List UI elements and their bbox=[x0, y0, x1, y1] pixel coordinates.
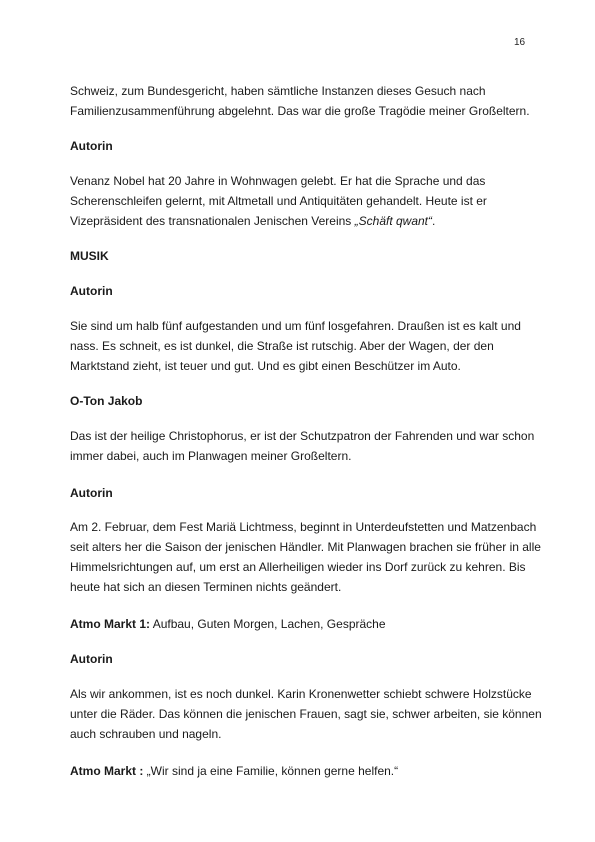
atmo-label: Atmo Markt : bbox=[70, 764, 144, 778]
page-number: 16 bbox=[514, 37, 526, 48]
association-name: „Schäft qwant“ bbox=[354, 214, 433, 228]
speaker-heading: Autorin bbox=[70, 284, 113, 298]
text-line: Schweiz, zum Bundesgericht, haben sämtliche Instanzen dieses Gesuch nach bbox=[70, 84, 486, 98]
text-line: Vizepräsident des transnationalen Jenischen Vereins „Schäft qwant“. bbox=[70, 214, 436, 228]
text-line: seit alters her die Saison der jenischen Händler. Mit Planwagen brachen sie früher in alle bbox=[70, 540, 541, 554]
paragraph-arrival bbox=[70, 684, 550, 744]
atmo-label: Atmo Markt 1: bbox=[70, 617, 151, 631]
atmo-line: Atmo Markt : „Wir sind ja eine Familie, können gerne helfen.“ bbox=[70, 764, 399, 778]
text-line: immer dabei, auch im Planwagen meiner Großeltern. bbox=[70, 449, 352, 463]
text-line: Als wir ankommen, ist es noch dunkel. Karin Kronenwetter schiebt schwere Holzstücke bbox=[70, 687, 532, 701]
atmo-line: Atmo Markt 1: Aufbau, Guten Morgen, Lachen, Gespräche bbox=[70, 617, 386, 631]
speaker-heading: Autorin bbox=[70, 139, 113, 153]
text-line: heute hat sich an diesen Terminen nichts geändert. bbox=[70, 580, 342, 594]
text-line: Familienzusammenführung abgelehnt. Das war die große Tragödie meiner Großeltern. bbox=[70, 104, 530, 118]
speaker-heading: Autorin bbox=[70, 652, 113, 666]
paragraph-christophorus bbox=[70, 426, 550, 466]
text-line: nass. Es schneit, es ist dunkel, die Straße ist rutschig. Aber der Wagen, der den bbox=[70, 339, 494, 353]
text-line: auch schrauben und nageln. bbox=[70, 727, 222, 741]
text-line: Venanz Nobel hat 20 Jahre in Wohnwagen gelebt. Er hat die Sprache und das bbox=[70, 174, 486, 188]
paragraph-departure bbox=[70, 316, 550, 376]
music-heading: MUSIK bbox=[70, 249, 109, 263]
text-line: Das ist der heilige Christophorus, er ist der Schutzpatron der Fahrenden und war schon bbox=[70, 429, 535, 443]
text-line: Marktstand zieht, ist teuer und gut. Und es gibt einen Beschützer im Auto. bbox=[70, 359, 461, 373]
text-line: Am 2. Februar, dem Fest Mariä Lichtmess, beginnt in Unterdeufstetten und Matzenbach bbox=[70, 520, 537, 534]
paragraph-intro bbox=[70, 81, 550, 121]
text-line: Himmelsrichtungen auf, um erst an Allerheiligen wieder ins Dorf zurück zu kehren. Bis bbox=[70, 560, 526, 574]
paragraph-venanz bbox=[70, 171, 550, 231]
speaker-heading: O-Ton Jakob bbox=[70, 394, 143, 408]
text-line: Sie sind um halb fünf aufgestanden und um fünf losgefahren. Draußen ist es kalt und bbox=[70, 319, 521, 333]
speaker-heading: Autorin bbox=[70, 486, 113, 500]
text-line: Scherenschleifen gelernt, mit Altmetall und Antiquitäten gehandelt. Heute ist er bbox=[70, 194, 487, 208]
paragraph-lichtmess bbox=[70, 517, 550, 597]
text-line: unter die Räder. Das können die jenischen Frauen, sagt sie, schwer arbeiten, sie können bbox=[70, 707, 542, 721]
